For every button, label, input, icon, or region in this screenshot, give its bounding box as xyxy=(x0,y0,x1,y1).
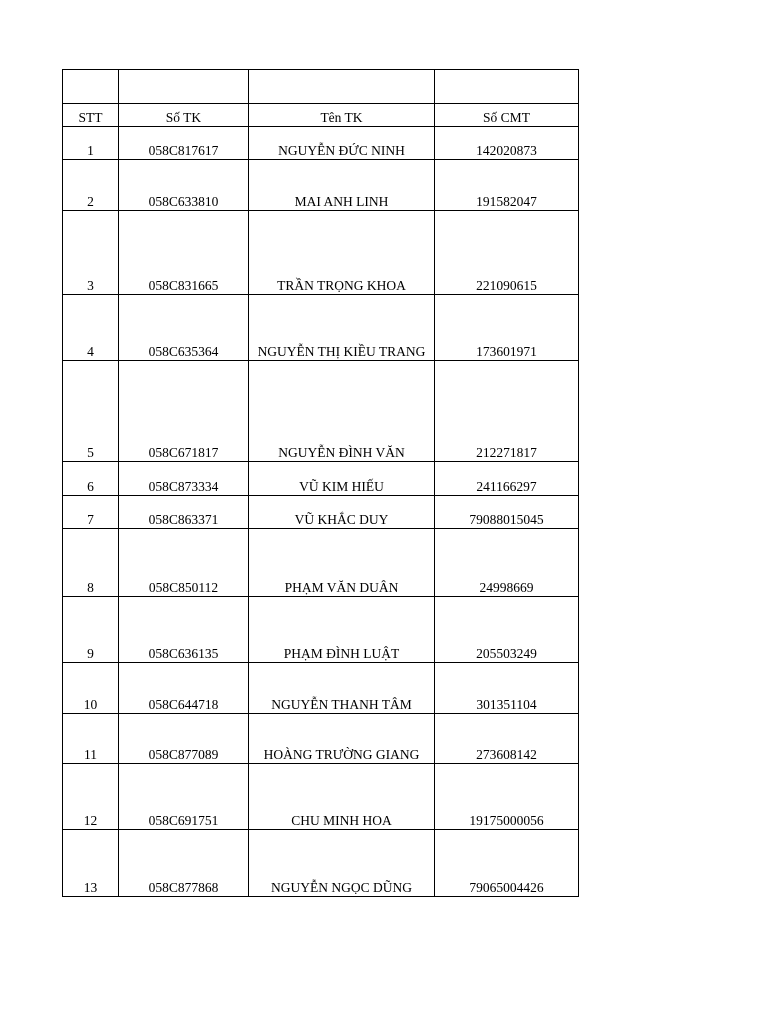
cell-stt: 13 xyxy=(63,830,119,897)
cell-so-tk: 058C877868 xyxy=(119,830,249,897)
cell-ten-tk: NGUYỄN THANH TÂM xyxy=(249,663,435,714)
cell-so-cmt: 191582047 xyxy=(435,160,579,211)
cell-so-tk: 058C817617 xyxy=(119,127,249,160)
cell-so-cmt: 142020873 xyxy=(435,127,579,160)
cell-so-tk: 058C873334 xyxy=(119,462,249,496)
cell-stt: 8 xyxy=(63,529,119,597)
cell-ten-tk: NGUYỄN THỊ KIỀU TRANG xyxy=(249,295,435,361)
table-row xyxy=(63,830,579,897)
cell-so-tk: 058C863371 xyxy=(119,496,249,529)
cell-ten-tk: VŨ KIM HIẾU xyxy=(249,462,435,496)
cell-ten-tk: PHẠM ĐÌNH LUẬT xyxy=(249,597,435,663)
cell-so-tk: 058C831665 xyxy=(119,211,249,295)
table-row xyxy=(63,597,579,663)
cell-stt: 1 xyxy=(63,127,119,160)
cell-ten-tk: HOÀNG TRƯỜNG GIANG xyxy=(249,714,435,764)
cell-so-tk: 058C636135 xyxy=(119,597,249,663)
cell-stt: 10 xyxy=(63,663,119,714)
table-row xyxy=(63,127,579,160)
cell-stt: 5 xyxy=(63,361,119,462)
cell-ten-tk: PHẠM VĂN DUÂN xyxy=(249,529,435,597)
blank-cell xyxy=(249,70,435,104)
cell-so-cmt: 173601971 xyxy=(435,295,579,361)
cell-stt: 6 xyxy=(63,462,119,496)
table-row xyxy=(63,496,579,529)
cell-so-cmt: 212271817 xyxy=(435,361,579,462)
cell-ten-tk: VŨ KHẮC DUY xyxy=(249,496,435,529)
blank-top-row xyxy=(63,70,579,104)
cell-stt: 3 xyxy=(63,211,119,295)
header-so-tk: Số TK xyxy=(119,104,249,127)
table-row xyxy=(63,160,579,211)
blank-cell xyxy=(435,70,579,104)
cell-ten-tk: CHU MINH HOA xyxy=(249,764,435,830)
table-row xyxy=(63,295,579,361)
cell-ten-tk: NGUYỄN ĐÌNH VĂN xyxy=(249,361,435,462)
header-so-cmt: Số CMT xyxy=(435,104,579,127)
cell-so-cmt: 273608142 xyxy=(435,714,579,764)
table-row xyxy=(63,361,579,462)
cell-stt: 12 xyxy=(63,764,119,830)
cell-stt: 11 xyxy=(63,714,119,764)
blank-cell xyxy=(63,70,119,104)
cell-so-tk: 058C691751 xyxy=(119,764,249,830)
table-row xyxy=(63,462,579,496)
cell-ten-tk: NGUYỄN NGỌC DŨNG xyxy=(249,830,435,897)
cell-so-tk: 058C644718 xyxy=(119,663,249,714)
cell-so-tk: 058C671817 xyxy=(119,361,249,462)
table-row xyxy=(63,714,579,764)
table-row xyxy=(63,663,579,714)
header-ten-tk: Tên TK xyxy=(249,104,435,127)
header-row xyxy=(63,104,579,127)
table-row xyxy=(63,529,579,597)
blank-cell xyxy=(119,70,249,104)
cell-so-cmt: 79088015045 xyxy=(435,496,579,529)
cell-so-tk: 058C633810 xyxy=(119,160,249,211)
cell-so-cmt: 205503249 xyxy=(435,597,579,663)
accounts-table xyxy=(62,69,579,897)
cell-so-cmt: 24998669 xyxy=(435,529,579,597)
table-row xyxy=(63,764,579,830)
cell-so-cmt: 79065004426 xyxy=(435,830,579,897)
cell-stt: 9 xyxy=(63,597,119,663)
cell-so-cmt: 301351104 xyxy=(435,663,579,714)
cell-ten-tk: MAI ANH LINH xyxy=(249,160,435,211)
header-stt: STT xyxy=(63,104,119,127)
cell-stt: 2 xyxy=(63,160,119,211)
cell-so-tk: 058C877089 xyxy=(119,714,249,764)
cell-so-tk: 058C850112 xyxy=(119,529,249,597)
table-row xyxy=(63,211,579,295)
cell-ten-tk: TRẦN TRỌNG KHOA xyxy=(249,211,435,295)
cell-ten-tk: NGUYỄN ĐỨC NINH xyxy=(249,127,435,160)
cell-stt: 7 xyxy=(63,496,119,529)
accounts-table-body xyxy=(63,70,579,897)
cell-so-cmt: 241166297 xyxy=(435,462,579,496)
cell-so-cmt: 221090615 xyxy=(435,211,579,295)
cell-so-tk: 058C635364 xyxy=(119,295,249,361)
cell-stt: 4 xyxy=(63,295,119,361)
cell-so-cmt: 19175000056 xyxy=(435,764,579,830)
